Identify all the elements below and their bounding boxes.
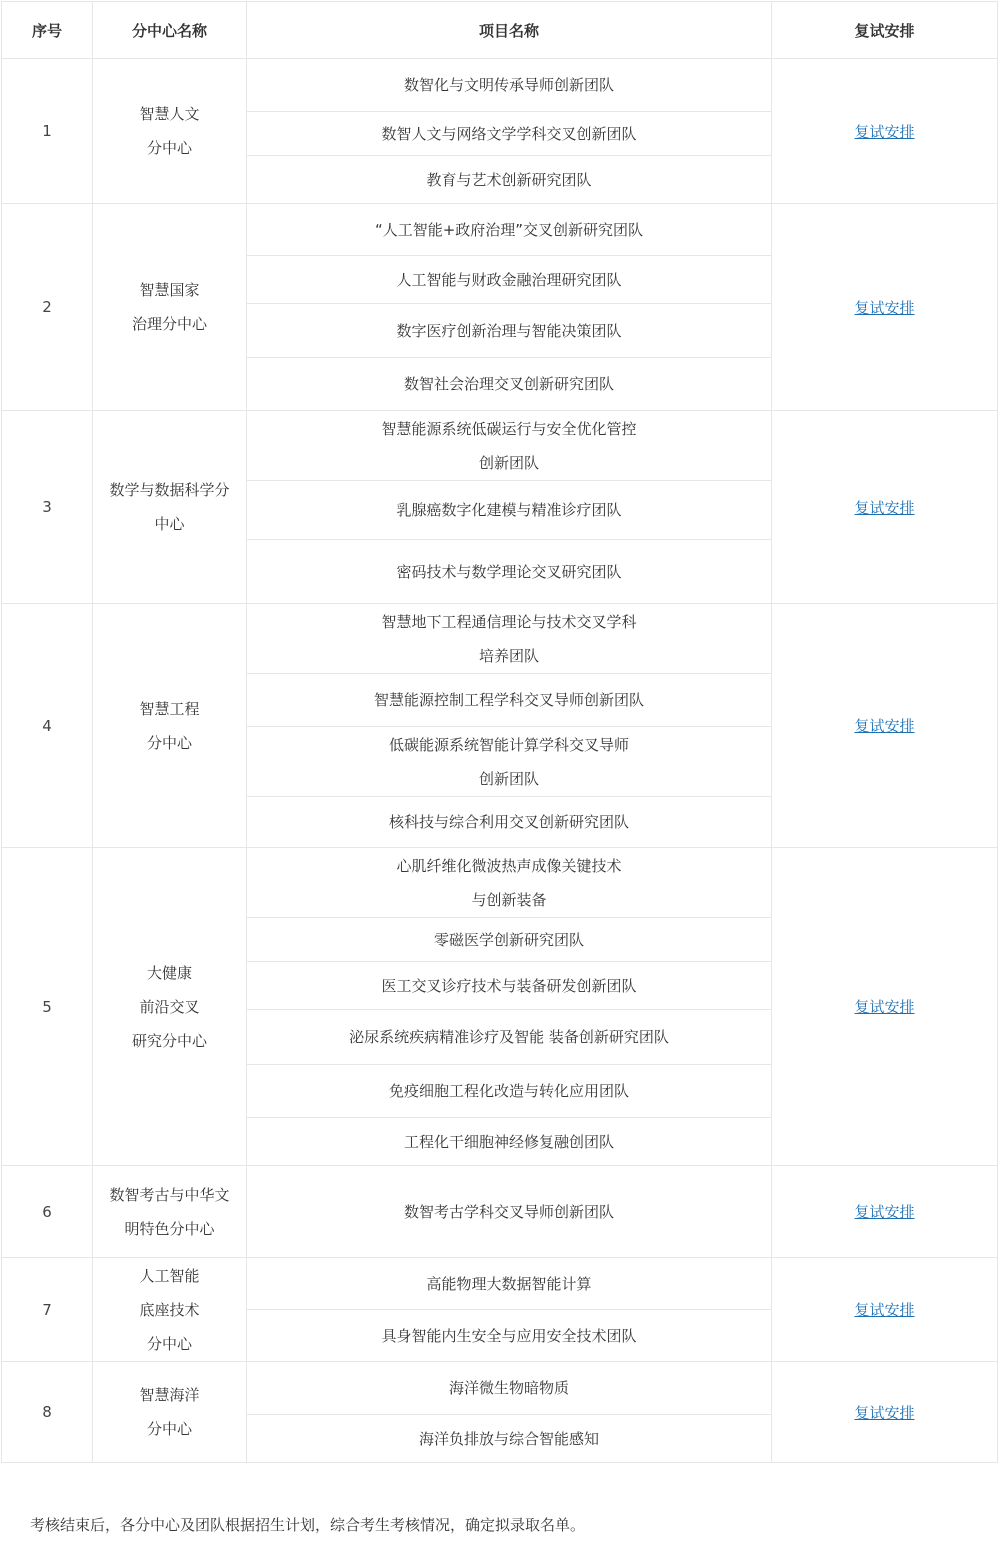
- project-name-cell: [247, 59, 772, 112]
- center-name-line: 前沿交叉: [139, 997, 200, 1016]
- project-name-line: 零磁医学创新研究团队: [433, 930, 584, 949]
- project-name-line: 智慧能源控制工程学科交叉导师创新团队: [373, 691, 644, 709]
- recheck-arrangement-cell: [772, 204, 998, 411]
- project-name-line: 心肌纤维化微波热声成像关键技术: [396, 856, 622, 875]
- seq-cell: 6: [2, 1166, 93, 1258]
- recheck-arrangement-cell: [772, 848, 998, 1166]
- table-row: [2, 1166, 998, 1258]
- table-body: [2, 59, 998, 1463]
- project-name-cell: [247, 540, 772, 604]
- project-name-line: 数智人文与网络文学学科交叉创新团队: [381, 124, 637, 143]
- project-name-line: 创新团队: [478, 453, 539, 472]
- recheck-arrangement-cell: [772, 1166, 998, 1258]
- center-name-line: 分中心: [146, 1334, 192, 1353]
- project-name-cell: [247, 727, 772, 797]
- center-name-line: 明特色分中心: [124, 1219, 215, 1238]
- recheck-arrangement-link[interactable]: 复试安排: [854, 1403, 915, 1422]
- project-name-line: 高能物理大数据智能计算: [426, 1274, 592, 1293]
- table-header-row: [2, 2, 998, 59]
- recheck-arrangement-link[interactable]: 复试安排: [854, 498, 915, 517]
- project-name-cell: [247, 1310, 772, 1362]
- project-name-line: 数字医疗创新治理与智能决策团队: [396, 321, 622, 340]
- center-name-line: 治理分中心: [131, 315, 207, 333]
- center-name-cell: [93, 204, 247, 411]
- center-name-line: 智慧海洋: [139, 1386, 200, 1404]
- project-name-line: 数智化与文明传承导师创新团队: [403, 76, 614, 94]
- center-name-line: 智慧国家: [139, 281, 200, 299]
- project-name-line: 医工交叉诊疗技术与装备研发创新团队: [381, 976, 637, 995]
- recheck-arrangement-link[interactable]: 复试安排: [854, 1301, 915, 1319]
- project-name-cell: [247, 674, 772, 727]
- table-row: [2, 1258, 998, 1310]
- header-center-name: 分中心名称: [93, 2, 247, 59]
- table-row: [2, 1362, 998, 1415]
- footnote-text: 考核结束后，各分中心及团队根据招生计划，综合考生考核情况，确定拟录取名单。: [30, 1516, 586, 1534]
- table-row: [2, 411, 998, 481]
- project-name-cell: [247, 1118, 772, 1166]
- project-name-line: 密码技术与数学理论交叉研究团队: [396, 562, 622, 581]
- center-name-line: 底座技术: [139, 1300, 200, 1319]
- project-name-line: 低碳能源系统智能计算学科交叉导师: [388, 735, 629, 754]
- project-name-line: 人工智能与财政金融治理研究团队: [396, 270, 622, 289]
- project-name-cell: [247, 156, 772, 204]
- project-name-line: 海洋微生物暗物质: [448, 1379, 569, 1397]
- recheck-arrangement-link[interactable]: 复试安排: [854, 717, 915, 735]
- project-name-line: 海洋负排放与综合智能感知: [418, 1429, 599, 1448]
- project-name-line: 数智考古学科交叉导师创新团队: [403, 1202, 614, 1221]
- project-name-line: “人工智能+政府治理”交叉创新研究团队: [374, 220, 644, 239]
- project-name-line: 智慧地下工程通信理论与技术交叉学科: [381, 612, 637, 631]
- recheck-arrangement-link[interactable]: 复试安排: [854, 1203, 915, 1221]
- center-name-line: 分中心: [146, 1420, 192, 1438]
- header-seq: 序号: [2, 2, 93, 59]
- project-name-cell: [247, 848, 772, 918]
- project-name-cell: [247, 962, 772, 1010]
- table-row: [2, 204, 998, 256]
- project-name-line: 创新团队: [478, 769, 539, 788]
- project-name-cell: [247, 797, 772, 848]
- recheck-arrangement-link[interactable]: 复试安排: [854, 298, 915, 317]
- project-name-line: 核科技与综合利用交叉创新研究团队: [388, 813, 629, 831]
- center-name-cell: [93, 604, 247, 848]
- table-row: [2, 604, 998, 674]
- recheck-arrangement-cell: [772, 604, 998, 848]
- center-name-cell: [93, 1258, 247, 1362]
- project-name-cell: [247, 358, 772, 411]
- recheck-arrangement-cell: [772, 1362, 998, 1463]
- project-name-cell: [247, 918, 772, 962]
- project-name-line: 智慧能源系统低碳运行与安全优化管控: [381, 419, 637, 438]
- center-name-line: 中心: [154, 515, 185, 533]
- center-name-line: 研究分中心: [131, 1031, 207, 1050]
- header-project-name: 项目名称: [247, 2, 772, 59]
- center-name-line: 分中心: [146, 139, 192, 157]
- project-name-cell: [247, 1415, 772, 1463]
- center-name-cell: [93, 411, 247, 604]
- project-name-line: 数智社会治理交叉创新研究团队: [403, 375, 614, 393]
- center-name-line: 数学与数据科学分: [109, 481, 230, 499]
- seq-cell: 8: [2, 1362, 93, 1463]
- project-name-cell: [247, 304, 772, 358]
- recheck-arrangement-link[interactable]: 复试安排: [854, 122, 915, 141]
- seq-cell: 3: [2, 411, 93, 604]
- seq-cell: 2: [2, 204, 93, 411]
- project-name-cell: [247, 604, 772, 674]
- project-name-cell: [247, 1166, 772, 1258]
- recheck-arrangement-cell: [772, 59, 998, 204]
- project-name-cell: [247, 481, 772, 540]
- project-name-cell: [247, 1258, 772, 1310]
- project-name-cell: [247, 256, 772, 304]
- seq-cell: 7: [2, 1258, 93, 1362]
- recheck-arrangement-cell: [772, 1258, 998, 1362]
- center-name-line: 分中心: [146, 733, 192, 752]
- table-row: [2, 59, 998, 112]
- project-name-cell: [247, 411, 772, 481]
- seq-cell: 5: [2, 848, 93, 1166]
- project-name-cell: [247, 1065, 772, 1118]
- seq-cell: 1: [2, 59, 93, 204]
- center-name-cell: [93, 59, 247, 204]
- project-name-cell: [247, 1010, 772, 1065]
- center-name-line: 数智考古与中华文: [109, 1185, 230, 1204]
- project-name-line: 具身智能内生安全与应用安全技术团队: [381, 1326, 637, 1345]
- project-name-line: 工程化干细胞神经修复融创团队: [403, 1132, 614, 1151]
- center-name-cell: [93, 848, 247, 1166]
- center-name-cell: [93, 1166, 247, 1258]
- project-name-line: 乳腺癌数字化建模与精准诊疗团队: [396, 501, 622, 519]
- center-name-line: 大健康: [146, 963, 192, 982]
- seq-cell: 4: [2, 604, 93, 848]
- project-name-line: 泌尿系统疾病精准诊疗及智能 装备创新研究团队: [349, 1028, 669, 1046]
- project-name-line: 培养团队: [478, 646, 539, 665]
- recheck-arrangement-link[interactable]: 复试安排: [854, 998, 915, 1016]
- project-name-cell: [247, 112, 772, 156]
- project-name-cell: [247, 1362, 772, 1415]
- recheck-arrangement-table: [1, 1, 998, 1463]
- header-recheck-arrangement: 复试安排: [772, 2, 998, 59]
- center-name-line: 智慧人文: [139, 105, 200, 123]
- recheck-arrangement-cell: [772, 411, 998, 604]
- table-row: [2, 848, 998, 918]
- project-name-line: 免疫细胞工程化改造与转化应用团队: [388, 1082, 629, 1100]
- project-name-cell: [247, 204, 772, 256]
- center-name-cell: [93, 1362, 247, 1463]
- center-name-line: 智慧工程: [139, 699, 200, 718]
- project-name-line: 教育与艺术创新研究团队: [426, 170, 592, 189]
- project-name-line: 与创新装备: [471, 890, 547, 909]
- center-name-line: 人工智能: [139, 1266, 200, 1285]
